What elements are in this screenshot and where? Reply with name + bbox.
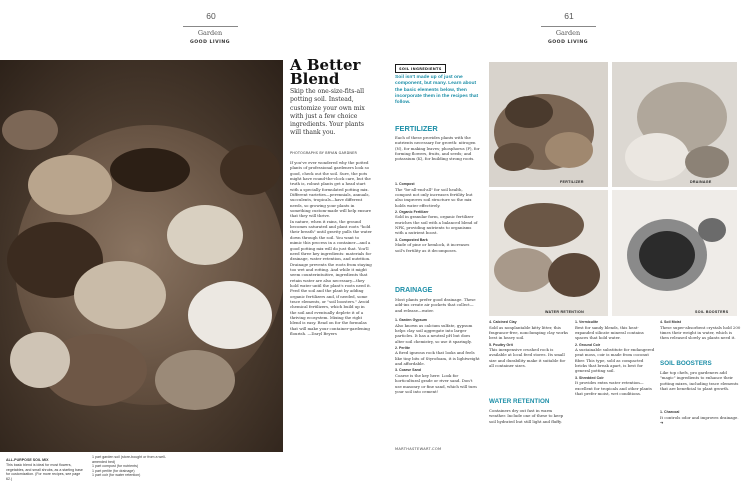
article-deck: Skip the one-size-fits-all potting soil. Instead, customize your own mix with just a few choice ingredients. Your plants will thank you.	[290, 88, 365, 137]
fertilizer-intro: Each of these provides plants with the nutrients necessary for growth: nitrogen (N), for making leaves; phosphorus (P), for forming flowers, fruits, and seeds; and potassium (K), for building strong roots.	[395, 135, 480, 162]
section-label-left: Garden	[197, 29, 223, 37]
list-item-text: Sold in granular form, organic fertilizer enriches the soil with a balanced blend of NPK, providing nutrients to organisms with a nutrient boost.	[395, 214, 478, 236]
list-item-title: 3. Coarse Sand	[395, 368, 421, 373]
list-item-title: 4. Soil Moist	[660, 320, 681, 324]
list-item-text: Also known as calcium sulfate, gypsum helps clay soil aggregate into larger particles. It has a neutral pH but does alter soil chemistry, so use it sparingly.	[395, 322, 473, 344]
subsection-label-left: GOOD LIVING	[189, 40, 230, 45]
photo-label-fertilizer: FERTILIZER	[560, 180, 584, 184]
soil-ingredients-photo	[0, 60, 283, 452]
subsection-label-right: GOOD LIVING	[547, 40, 588, 45]
list-item-text: This inexpensive crushed rock is available at local feed stores. Its small size and durability make it suitable for all container sizes.	[489, 347, 566, 369]
list-item-title: 4. Calcined Clay	[489, 320, 517, 324]
list-item-title: 2. Perlite	[395, 345, 410, 350]
recipe-item: 1 part compost (for nutrients)	[92, 464, 139, 468]
recipe-item: 1 part perlite (for drainage)	[92, 468, 135, 473]
list-item-text: A fired igneous rock that looks and feels like tiny bits of Styrofoam, it is lightweight and affordable.	[395, 350, 480, 367]
list-item-title: 1. Garden Gypsum	[395, 318, 427, 322]
list-item-text: A sustainable substitute for endangered peat moss, coir is made from coconut fiber. This type, sold as compacted bricks that break apart, is best for general potting soil.	[575, 347, 655, 374]
list-item-text: Coarse is the key here: Look for horticultural grade or river sand. Don't use masonry or fine sand, which will turn your soil into cement!	[395, 372, 477, 394]
list-item-title: 5. Poultry Grit	[489, 342, 513, 347]
list-item-title: 3. Composted Bark	[395, 237, 428, 242]
footer-url: MARTHASTEWART.COM	[395, 447, 442, 451]
intro-text: Soil isn't made up of just one component, but many. Learn about the basic elements below, then incorporate them in the recipes that follow.	[395, 75, 479, 106]
water-retention-heading: WATER RETENTION	[489, 398, 550, 405]
drainage-heading: DRAINAGE	[395, 287, 433, 294]
article-title-line2: Blend	[290, 70, 340, 88]
soil-boosters-heading: SOIL BOOSTERS	[660, 360, 712, 367]
drainage-photo	[612, 62, 737, 187]
list-item-text: It controls odor and improves drainage. ➔	[660, 414, 739, 425]
water-retention-photo	[489, 190, 608, 316]
list-item-title: 3. Shredded Coir	[575, 375, 604, 380]
section-label-right: Garden	[555, 29, 581, 37]
col5-list	[660, 320, 742, 341]
recipe-item: 1 part coir (for water retention)	[92, 473, 141, 477]
photo-label-drainage: DRAINAGE	[690, 180, 712, 184]
caption-title: ALL-PURPOSE SOIL MIX	[6, 458, 49, 462]
recipe-list	[92, 455, 172, 478]
page-number-right: 61	[564, 11, 574, 21]
list-item-title: 2. Organic Fertilizer	[395, 209, 429, 214]
article-title-line1: A Better	[290, 56, 361, 74]
list-item-text: Made of pine or hemlock, it increases soil's fertility as it decomposes.	[395, 242, 470, 253]
section-tag: SOIL INGREDIENTS	[395, 64, 446, 73]
list-item-text: Best for sandy blends, this heat-expanded silicate mineral contains spaces that hold water.	[575, 324, 644, 341]
article-body: If you've ever wondered why the potted plants of professional gardeners look so good, check out the soil. Sure, the pots might have round-the-clock care, but the truth is, robust plants get a head start with a specially formulated potting mix. Different varieties—perennials, annuals, succulents, tropicals—have different needs, so growing your plants in something custom-made will help ensure that they will thrive. In nature, when it rains, the ground becomes saturated and plant roots "hold their breath" until gravity pulls the water down through the soil. You want to mimic this process in a container—and a good potting mix will do just that. You'll need three key ingredients: materials for drainage, water retention, and nutrition. Drainage prevents the roots from staying too wet and rotting. And while it might seem counterintuitive, ingredients that retain water are also necessary—they hold water until the plant's roots need it. Feed the soil and the plant by adding organic fertilizers and, if needed, some trace elements, or "soil boosters." Avoid chemical fertilizers, which build up in the soil and eventually deplete it of a thriving ecosystem. Mixing the right blend is easy. Read on for the formulas that will make your container-gardening flourish. —Daryl Beyers	[290, 160, 372, 336]
list-item-text: The "be-all-end-all" for soil health, compost not only increases fertility but also improves soil structure so the mix holds water effectively.	[395, 186, 473, 208]
list-item-text: These super-absorbent crystals hold 200 times their weight in water, which is then released slowly as plants need it.	[660, 324, 741, 341]
water-retention-intro: Containers dry out fast in warm weather. Include one of these to keep soil hydrated but still light and fluffy.	[489, 408, 564, 424]
list-item-title: 1. Compost	[395, 182, 415, 186]
list-item-title: 1. Vermiculite	[575, 320, 599, 324]
photo-label-water-retention: WATER RETENTION	[545, 310, 584, 314]
booster-list	[660, 410, 742, 425]
col3-list	[489, 320, 569, 368]
drainage-list	[395, 318, 480, 394]
fertilizer-heading: FERTILIZER	[395, 124, 438, 133]
fertilizer-list	[395, 182, 480, 253]
photo-label-soil-boosters: SOIL BOOSTERS	[695, 310, 729, 314]
soil-boosters-intro: Like top chefs, pro gardeners add "magic" ingredients to enhance their potting mixes, including trace elements that are beneficial to plant growth.	[660, 370, 739, 392]
col4-list	[575, 320, 655, 396]
list-item-text: Sold as nonplantable kitty litter, this fragrance-free, nonclumping clay works best in heavy soil.	[489, 324, 568, 341]
caption-text: This basic blend is ideal for most flowers, vegetables, and small shrubs, as a starting base for customization. (For more recipes, see page 62.)	[6, 463, 83, 481]
fertilizer-photo	[489, 62, 608, 187]
drainage-intro: Most plants prefer good drainage. These add-ins create air pockets that collect—and release—water.	[395, 297, 476, 313]
soil-boosters-photo	[612, 190, 737, 316]
recipe-item: 1 part garden soil (store-bought or from a well-amended bed)	[92, 455, 166, 464]
list-item-title: 1. Charcoal	[660, 410, 680, 414]
page-number-left: 60	[206, 11, 216, 21]
list-item-text: It provides extra water retention—excellent for tropicals and other plants that prefer moist, wet conditions.	[575, 380, 652, 396]
list-item-title: 2. Ground Coir	[575, 342, 601, 347]
photo-credit: PHOTOGRAPHS BY BRYAN GARDNER	[290, 151, 358, 155]
